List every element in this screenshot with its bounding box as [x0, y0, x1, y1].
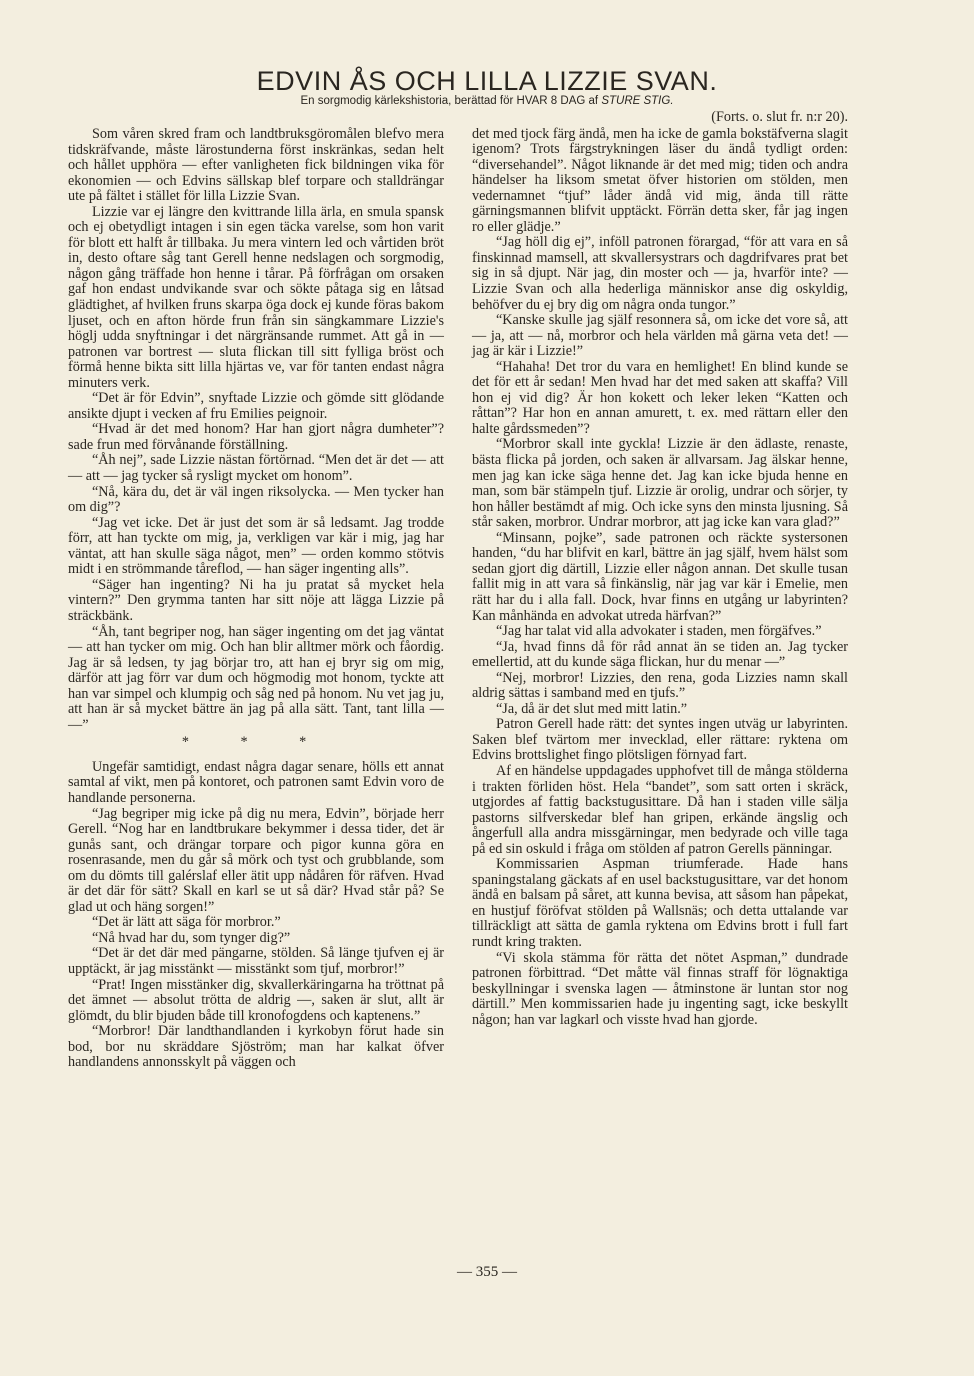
- paragraph: “Nå, kära du, det är väl ingen riksolycka. — Men tycker han om dig”?: [68, 483, 444, 516]
- paragraph: “Nej, morbror! Lizzies, den rena, goda Lizzies namn skall aldrig sättas i samband med en tjufs.”: [472, 669, 848, 702]
- paragraph: “Nå hvad har du, som tynger dig?”: [92, 929, 291, 946]
- paragraph: “Säger han ingenting? Ni ha ju pratat så mycket hela vintern?” Den grymma tanten har sitt nöje att lägga Lizzie på sträckbänk.: [68, 576, 444, 624]
- paragraph: “Jag vet icke. Det är just det som är så ledsamt. Jag trodde förr, att han tyckte om mig, ja, verkligen var kär i mig, jag har väntat, att han skulle säga något, men” — orden kommo stötvis midt i en strömmande tåreflod, — han säger ingenting alls”.: [68, 514, 444, 578]
- paragraph: “Åh nej”, sade Lizzie nästan förtörnad. “Men det är det — att — att — jag tycker så rysligt mycket om honom”.: [68, 452, 444, 485]
- paragraph: “Hahaha! Det tror du vara en hemlighet! En blind kunde se det för ett år sedan! Men hvad har det med saken att skaffa? Vill hon ej vid dig? Är hon kokett och leker leken “Katten och råttan”? Har hon en annan amurett, t. ex. med rättarn eller den halte gårdssmeden”?: [472, 358, 848, 437]
- author-name: STURE STIG.: [601, 95, 674, 107]
- page-number: — 355 —: [457, 1264, 517, 1280]
- paragraph: “Ja, då är det slut med mitt latin.”: [496, 700, 688, 717]
- paragraph: “Jag har talat vid alla advokater i staden, men förgäfves.”: [496, 623, 822, 640]
- paragraph: “Ja, hvad finns då för råd annat än se tiden an. Jag tycker emellertid, att du kunde säga flickan, hur du menar —”: [472, 638, 848, 671]
- paragraph: Af en händelse uppdagades upphofvet till de många stölderna i trakten förliden höst. Hela “bandet”, som satt orten i skräck, utgjordes af fattig backstugusittare. Då han i staden ville sälja pastorns silfverskedar blef han gripen, erkände ängslig och ångerfull alla andra missgärningar, men bedyrade och ville taga på ed sin oskuld i fråga om stölden af patron Gerells pänningar.: [472, 762, 848, 857]
- paragraph: “Jag höll dig ej”, inföll patronen förargad, “för att vara en så finskinnad mamsell, att skvallersystrars och dagdrifvares prat bet sig in så djupt. När jag, din moster och — ja, hvarför inte? — Lizzie Svan och alla hederliga människor anse dig oskyldig, behöfver du ej bry dig om några onda tungor.”: [472, 234, 848, 313]
- paragraph: det med tjock färg ändå, men ha icke de gamla bokstäfverna slagit igenom? Trots färgstrykningen läser du ändå tydligt orden: “diversehandel”. Något liknande är det med mig; tiden och andra händelser ha liksom smetat öfver historien om stölden, men vedernamnet “tjuf” låder ändå vid mig, ända till rätte gärningsmannen blifvit upptäckt. Förrän detta sker, får jag ingen ro eller glädje.”: [472, 125, 848, 235]
- paragraph: “Morbror skall inte gyckla! Lizzie är den ädlaste, renaste, bästa flicka på jorden, och saken är allvarsam. Jag älskar henne, men jag kan icke säga henne det. Jag kan icke bjuda henne en man, som bär stämpeln tjuf. Lizzie är orolig, undrar och sörjer, ty hon håller bestämdt af mig. Och icke syns den minsta ljusning. Så står saken, morbror. Undrar morbror, att jag icke kan vara glad?”: [472, 436, 848, 531]
- paragraph: Ungefär samtidigt, endast några dagar senare, hölls ett annat samtal af vikt, men på kontoret, och patronen samt Edvin voro de handlande personerna.: [68, 758, 444, 806]
- paragraph: “Det är det där med pängarne, stölden. Så länge tjufven ej är upptäckt, är jag misstänkt — misstänkt som tjuf, morbror!”: [68, 945, 444, 977]
- paragraph: “Det är för Edvin”, snyftade Lizzie och gömde sitt glödande ansikte djupt i vecken af fru Emilies peignoir.: [68, 390, 444, 422]
- paragraph: “Det är lätt att säga för morbror.”: [92, 914, 281, 931]
- paragraph: “Jag begriper mig icke på dig nu mera, Edvin”, började herr Gerell. “Nog har en landtbrukare bekymmer i dessa tider, det är gunås sant, och drängar torpare och pigor kunna göra en rosenrasande, men du går så mörk och tyst och grubblande, som om du dömts till galérslaf eller ätit upp nådåren för räfven. Hvad är det där för sätt? Skall en karl se ut så där? Hvad står på? Se glad ut och häng sorgen!”: [68, 805, 444, 915]
- paragraph: “Prat! Ingen misstänker dig, skvallerkäringarna ha tröttnat på det ämnet — absolut trötta de aldrig —, saken är slut, allt är glömdt, du blir bjuden både till kronofogdens och kaptenens.”: [68, 976, 444, 1024]
- paragraph: “Hvad är det med honom? Har han gjort några dumheter”? sade frun med förvånande förställning.: [68, 421, 444, 453]
- story-title: EDVIN ÅS OCH LILLA LIZZIE SVAN.: [256, 66, 718, 96]
- right-column: [472, 110, 848, 1028]
- paragraph: Som våren skred fram och landtbruksgöromålen blefvo mera tidskräfvande, måste lärostunderna först inskränkas, sedan helt och hållet upphöra — efter vanligheten fick bildningen vika för ekonomien — och Edvins sällskap blef torpare och stalldrängar ute på fältet i stället för lilla Lizzie Svan.: [68, 126, 444, 205]
- paragraph: “Kanske skulle jag själf resonnera så, om icke det vore så, att — ja, att — nå, morbror och hela världen må gärna veta det! — jag är kär i Lizzie!”: [472, 312, 848, 360]
- paragraph: Lizzie var ej längre den kvittrande lilla ärla, en smula spansk och ej obetydligt intagen i sin egen täcka varelse, som hon varit för blott ett halft år tillbaka. Ju mera vintern led och vårtiden bröt in, desto oftare såg tant Gerell henne nedslagen och sorgmodig, någon gång träffade hon henne i tårar. På förfrågan om orsaken gaf hon endast undvikande svar och sökte påtaga sig en låtsad glädtighet, af hvilken fruns skarpa öga dock ej kunde föras bakom ljuset, och en afton hörde frun från sin sängkammare Lizzie's höglj udda snyftningar i det närgränsande rummet. Att gå in — patronen var bortrest — sluta flickan till sitt fylliga bröst och förmå henne bikta sitt lilla hjärtas ve, var för tanten endast några minuters verk.: [68, 203, 444, 391]
- subtitle-text: En sorgmodig kärlekshistoria, berättad för HVAR 8 DAG af: [300, 95, 602, 107]
- paragraph: “Åh, tant begriper nog, han säger ingenting om det jag väntat — att han tycker om mig. Och han blir alltmer mörk och fåordig. Jag är så ledsen, ty jag börjar tro, att han ej bryr sig om mig, därför att jag förr var dum och högmodig mot honom, tyckte att han var simpel och klumpig och såg ned på honom. Nu vet jag ju, att han är så mycket bättre än jag på alla sätt. Tant, tant lilla — —”: [68, 623, 444, 733]
- paragraph: “Minsann, pojke”, sade patronen och räckte systersonen handen, “du har blifvit en karl, bättre än jag själf, hvem hälst som sedan gjort dig därtill, Lizzie eller någon annan. Det skulle tusan fallit mig in att vara så finkänslig, när jag var kär i Emelie, men rätt har du i alla fall. Dock, hvar finns en utgång ur labyrinten? Kan månhända en advokat utreda härfvan?”: [472, 529, 848, 624]
- section-divider: * * *: [181, 734, 331, 751]
- continuation-note: (Forts. o. slut fr. n:r 20).: [711, 109, 848, 125]
- paragraph: “Vi skola stämma för rätta det nötet Aspman,” dundrade patronen förbittrad. “Det måtte väl finnas straff för lögnaktiga beskyllningar i svenska lagen — åtminstone är luntan stor nog därtill.” Men kommissarien hade ju ingenting sagt, icke beskyllt någon; han var lagkarl och visste hvad han gjorde.: [472, 949, 848, 1028]
- paragraph: “Morbror! Där landthandlanden i kyrkobyn förut hade sin bod, bor nu skräddare Sjöström; man har kalkat öfver handlandens annonsskylt på väggen och: [68, 1023, 444, 1071]
- paragraph: Kommissarien Aspman triumferade. Hade hans spaningstalang gäckats af en usel backstugusittare, var det honom ändå en balsam på såret, att kunna bevisa, att såsom han påpekat, en hustjuf föröfvat stölden på Wallsnäs; och detta uttalande var tillräckligt att sätta de gamla ryktena om Edvins brott i full fart rundt kring trakten.: [472, 856, 848, 950]
- story-subtitle: [0, 95, 974, 107]
- paragraph: Patron Gerell hade rätt: det syntes ingen utväg ur labyrinten. Saken blef tvärtom mer invecklad, eller rättare: ryktena om Edvins brottslighet fingo plötsligen förnyad fart.: [472, 716, 848, 764]
- left-column: [68, 127, 444, 1071]
